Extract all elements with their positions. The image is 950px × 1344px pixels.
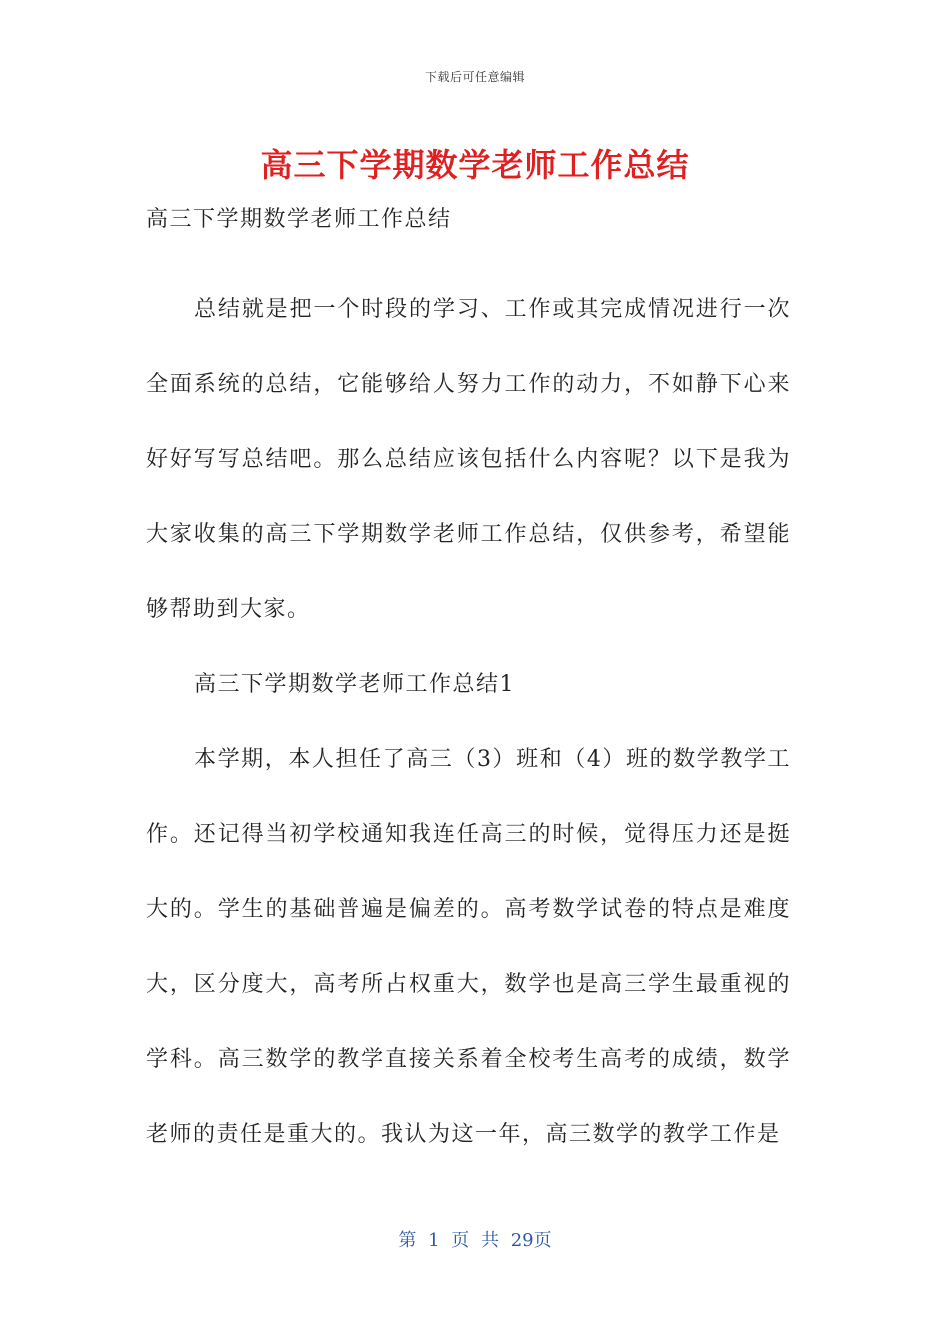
page-number: 第 1 页 共 29页 <box>398 1230 552 1251</box>
document-subtitle: 高三下学期数学老师工作总结 <box>146 207 452 232</box>
paragraph-body: 本学期，本人担任了高三（3）班和（4）班的数学教学工作。还记得当初学校通知我连任高三的时候，觉得压力还是挺大的。学生的基础普遍是偏差的。高考数学试卷的特点是难度大，区分度大，高考所占权重大，数学也是高三学生最重视的学科。高三数学的教学直接关系着全校考生高考的成绩，数学老师的责任是重大的。我认为这一年，高三数学的教学工作是 <box>146 747 791 1147</box>
document-title: 高三下学期数学老师工作总结 <box>260 146 690 184</box>
paragraph-intro: 总结就是把一个时段的学习、工作或其完成情况进行一次全面系统的总结，它能够给人努力工作的动力，不如静下心来好好写写总结吧。那么总结应该包括什么内容呢？以下是我为大家收集的高三下学期数学老师工作总结，仅供参考，希望能够帮助到大家。 <box>146 297 791 622</box>
header-note: 下载后可任意编辑 <box>424 70 525 84</box>
document-body <box>146 198 791 1172</box>
section-heading: 高三下学期数学老师工作总结1 <box>194 672 515 697</box>
